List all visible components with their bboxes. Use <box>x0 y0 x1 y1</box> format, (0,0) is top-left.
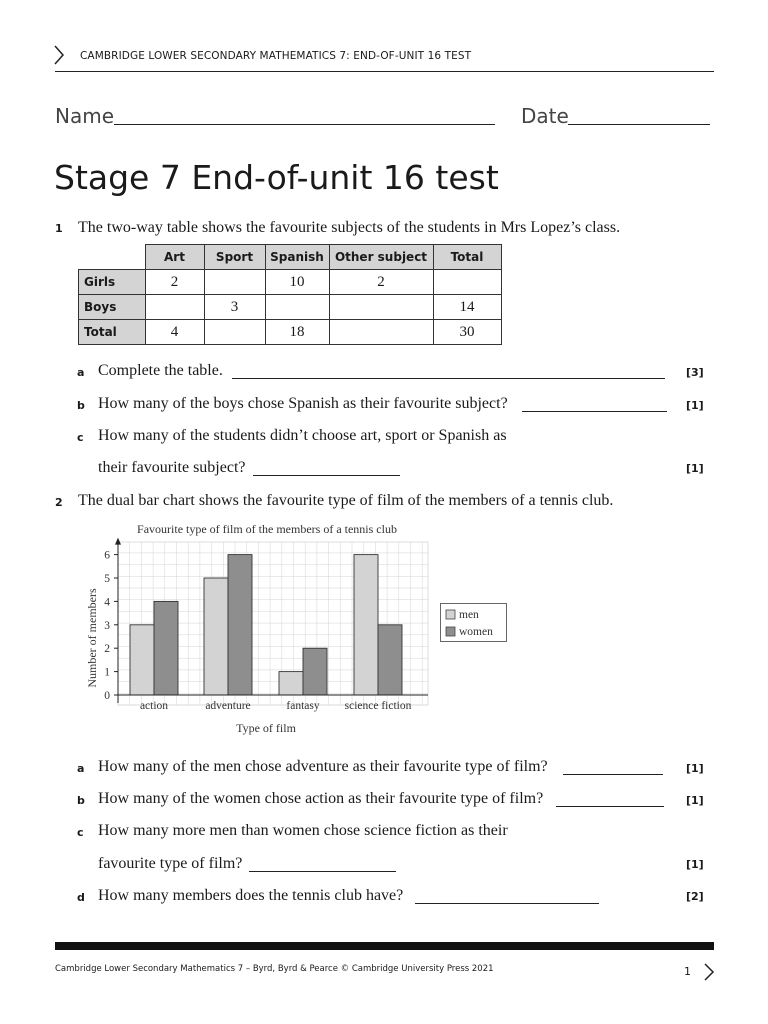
table-row <box>79 320 502 345</box>
table-cell[interactable] <box>145 295 204 320</box>
row-header: Girls <box>79 270 146 295</box>
y-tick-label: 5 <box>104 573 110 585</box>
x-tick-label: adventure <box>205 700 251 712</box>
part-text: How many more men than women chose science fiction as their <box>98 822 508 839</box>
y-tick-label: 2 <box>104 643 110 656</box>
mark-label: [1] <box>686 794 704 807</box>
part-label: a <box>77 762 85 775</box>
answer-line[interactable] <box>232 362 665 379</box>
column-header: Spanish <box>265 245 329 270</box>
mark-label: [1] <box>686 762 704 775</box>
y-tick-label: 1 <box>104 666 110 679</box>
two-way-table <box>78 244 502 345</box>
bar-men-science-fiction <box>354 555 378 695</box>
y-tick-label: 0 <box>104 690 110 702</box>
row-header: Total <box>79 320 146 345</box>
table-corner <box>79 245 146 270</box>
question-number: 2 <box>55 496 63 509</box>
table-cell: 4 <box>145 320 204 345</box>
chart-title: Favourite type of film of the members of a tennis club <box>137 522 397 536</box>
table-cell: 14 <box>433 295 501 320</box>
mark-label: [3] <box>686 366 704 379</box>
table-cell: 10 <box>265 270 329 295</box>
x-tick-label: science fiction <box>344 700 412 712</box>
table-cell: 18 <box>265 320 329 345</box>
table-row <box>79 295 502 320</box>
answer-line[interactable] <box>415 887 599 904</box>
part-text: How many members does the tennis club have? <box>98 887 404 904</box>
bar-women-science-fiction <box>378 625 402 695</box>
table-cell[interactable] <box>329 320 433 345</box>
footer-copyright: Cambridge Lower Secondary Mathematics 7 – Byrd, Byrd & Pearce © Cambridge University Press 2021 <box>55 964 494 974</box>
mark-label: [1] <box>686 462 704 475</box>
running-header: CAMBRIDGE LOWER SECONDARY MATHEMATICS 7: END-OF-UNIT 16 TEST <box>80 50 472 62</box>
mark-label: [1] <box>686 399 704 412</box>
x-axis-label: Type of film <box>236 721 296 735</box>
answer-line[interactable] <box>253 459 400 476</box>
name-field[interactable] <box>114 106 495 125</box>
y-axis-label: Number of members <box>85 588 99 688</box>
part-label: b <box>77 794 85 807</box>
x-tick-label: action <box>139 700 169 712</box>
header-rule <box>55 71 714 72</box>
part-label: c <box>77 826 84 839</box>
page-number: 1 <box>684 965 691 978</box>
answer-line[interactable] <box>522 395 667 412</box>
y-tick-label: 6 <box>104 549 110 562</box>
part-label: d <box>77 891 85 904</box>
table-cell[interactable] <box>433 270 501 295</box>
chart-legend <box>440 603 508 643</box>
legend-swatch-men <box>446 610 455 619</box>
column-header: Sport <box>204 245 265 270</box>
bar-women-action <box>154 601 178 695</box>
column-header: Other subject <box>329 245 433 270</box>
part-text: their favourite subject? <box>98 459 246 476</box>
next-page-chevron-icon[interactable] <box>703 962 715 982</box>
table-cell: 2 <box>329 270 433 295</box>
bar-women-fantasy <box>303 648 327 695</box>
mark-label: [1] <box>686 858 704 871</box>
table-cell: 30 <box>433 320 501 345</box>
legend-label-women: women <box>459 626 493 638</box>
date-label: Date <box>521 104 569 128</box>
y-tick-label: 3 <box>104 619 110 632</box>
column-header: Total <box>433 245 501 270</box>
part-text: favourite type of film? <box>98 855 243 872</box>
bar-men-action <box>130 625 154 695</box>
table-cell: 3 <box>204 295 265 320</box>
table-cell[interactable] <box>265 295 329 320</box>
part-text: How many of the boys chose Spanish as their favourite subject? <box>98 395 508 412</box>
chevron-right-icon <box>52 44 66 66</box>
legend-swatch-women <box>446 627 455 636</box>
bar-men-fantasy <box>279 672 303 695</box>
table-row <box>79 270 502 295</box>
x-tick-label: fantasy <box>286 700 320 712</box>
column-header: Art <box>145 245 204 270</box>
question-number: 1 <box>55 222 63 235</box>
part-label: a <box>77 366 85 379</box>
row-header: Boys <box>79 295 146 320</box>
y-tick-label: 4 <box>104 596 110 609</box>
part-text: Complete the table. <box>98 362 223 379</box>
answer-line[interactable] <box>556 790 664 807</box>
part-text: How many of the students didn’t choose art, sport or Spanish as <box>98 427 507 444</box>
table-cell: 2 <box>145 270 204 295</box>
table-cell[interactable] <box>204 320 265 345</box>
table-header-row <box>79 245 502 270</box>
mark-label: [2] <box>686 890 704 903</box>
legend-label-men: men <box>459 609 479 621</box>
table-cell[interactable] <box>329 295 433 320</box>
footer-bar <box>55 942 714 950</box>
table-cell[interactable] <box>204 270 265 295</box>
bar-women-adventure <box>228 555 252 695</box>
question-text: The dual bar chart shows the favourite type of film of the members of a tennis club. <box>78 492 614 509</box>
page-title: Stage 7 End-of-unit 16 test <box>54 158 499 197</box>
name-label: Name <box>55 104 115 128</box>
part-label: b <box>77 399 85 412</box>
part-text: How many of the women chose action as their favourite type of film? <box>98 790 544 807</box>
dual-bar-chart <box>78 514 448 746</box>
answer-line[interactable] <box>249 855 396 872</box>
question-text: The two-way table shows the favourite subjects of the students in Mrs Lopez’s class. <box>78 219 621 236</box>
date-field[interactable] <box>568 106 710 125</box>
part-text: How many of the men chose adventure as their favourite type of film? <box>98 758 548 775</box>
y-axis-arrow <box>115 538 121 545</box>
part-label: c <box>77 431 84 444</box>
bar-men-adventure <box>204 578 228 695</box>
answer-line[interactable] <box>563 758 663 775</box>
